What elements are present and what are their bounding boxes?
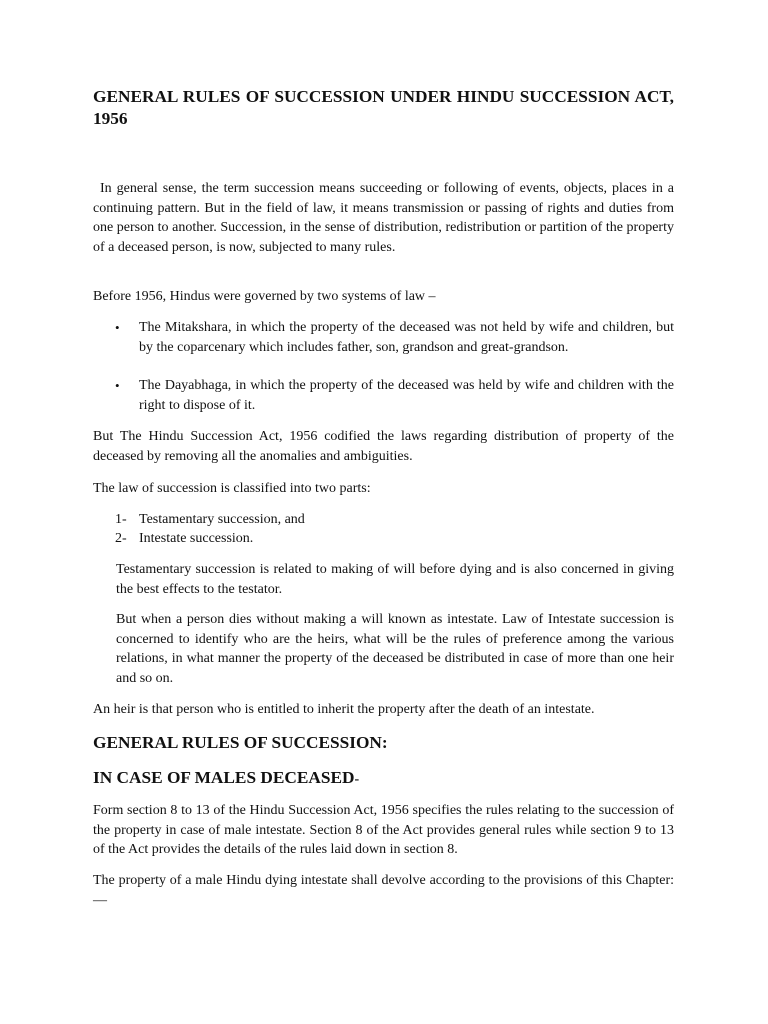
sections-paragraph: Form section 8 to 13 of the Hindu Succession Act, 1956 specifies the rules relating to the succession of the property in case of male intestate. Section 8 of the Act provides general rules while section 9 to 13 of the Act provides the details of the rules laid down in section 8.	[93, 803, 674, 857]
number-marker: 2-	[115, 531, 127, 546]
numbered-text: Intestate succession.	[139, 531, 254, 546]
testamentary-paragraph: Testamentary succession is related to making of will before dying and is also concerned in giving the best effects to the testator.	[116, 562, 674, 597]
codified-paragraph: But The Hindu Succession Act, 1956 codified the laws regarding distribution of property of the deceased by removing all the anomalies and ambiguities.	[93, 429, 674, 464]
list-item	[93, 318, 674, 357]
number-marker: 1-	[115, 512, 127, 527]
list-item	[93, 510, 674, 530]
heir-paragraph: An heir is that person who is entitled to inherit the property after the death of an intestate.	[93, 702, 595, 717]
bullet-marker: •	[115, 320, 120, 335]
document-title: GENERAL RULES OF SUCCESSION UNDER HINDU SUCCESSION ACT, 1956	[93, 87, 674, 128]
list-item	[93, 529, 674, 549]
males-deceased-heading-text: IN CASE OF MALES DECEASED	[93, 768, 355, 787]
classified-paragraph: The law of succession is classified into two parts:	[93, 481, 371, 496]
numbered-text: Testamentary succession, and	[139, 512, 305, 527]
bullet-text: The Dayabhaga, in which the property of the deceased was held by wife and children with the right to dispose of it.	[139, 378, 674, 413]
list-item	[93, 376, 674, 415]
heading-dash: -	[354, 772, 360, 787]
bullet-text: The Mitakshara, in which the property of the deceased was not held by wife and children, but by the coparcenary which includes father, son, grandson and great-grandson.	[139, 320, 674, 355]
before-1956-paragraph: Before 1956, Hindus were governed by two systems of law –	[93, 289, 436, 304]
intro-paragraph: In general sense, the term succession means succeeding or following of events, objects, places in a continuing pattern. But in the field of law, it means transmission or passing of rights and duties from one person to another. Succession, in the sense of distribution, redistribution or partition of the property of a deceased person, is now, subjected to many rules.	[93, 181, 674, 255]
bullet-marker: •	[115, 378, 120, 393]
general-rules-heading: GENERAL RULES OF SUCCESSION:	[93, 733, 388, 752]
intestate-paragraph: But when a person dies without making a will known as intestate. Law of Intestate succession is concerned to identify who are the heirs, what will be the rules of preference among the various relations, in what manner the property of the deceased be distributed in case of more than one heir and so on.	[116, 612, 674, 686]
males-deceased-heading	[93, 767, 674, 791]
devolve-paragraph: The property of a male Hindu dying intestate shall devolve according to the provisions of this Chapter: —	[93, 873, 674, 908]
